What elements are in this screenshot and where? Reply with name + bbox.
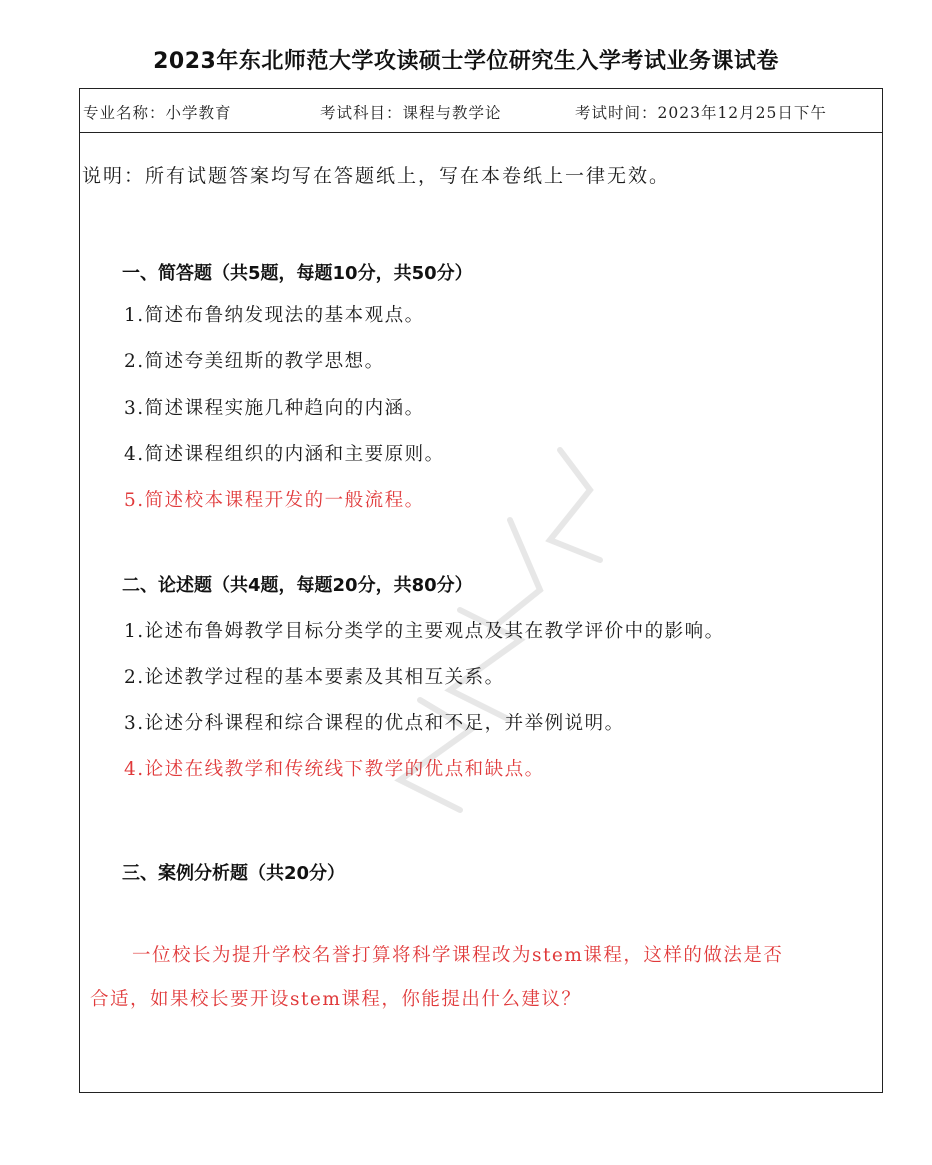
question-item-highlighted: 5.简述校本课程开发的一般流程。 bbox=[124, 490, 425, 511]
case-text-line-2: 合适，如果校长要开设stem课程，你能提出什么建议？ bbox=[90, 989, 582, 1010]
question-item: 4.简述课程组织的内涵和主要原则。 bbox=[124, 444, 445, 465]
exam-frame bbox=[79, 88, 883, 1093]
exam-title: 2023年东北师范大学攻读硕士学位研究生入学考试业务课试卷 bbox=[153, 49, 779, 74]
section-heading-essay: 二、论述题（共4题，每题20分，共80分） bbox=[122, 575, 473, 596]
section-heading-case-analysis: 三、案例分析题（共20分） bbox=[122, 863, 346, 884]
case-text-line-1: 一位校长为提升学校名誉打算将科学课程改为stem课程，这样的做法是否 bbox=[132, 945, 784, 966]
question-item: 2.简述夸美纽斯的教学思想。 bbox=[124, 351, 385, 372]
question-item: 3.简述课程实施几种趋向的内涵。 bbox=[124, 398, 425, 419]
question-item-highlighted: 4.论述在线教学和传统线下教学的优点和缺点。 bbox=[124, 759, 545, 780]
section-heading-short-answer: 一、简答题（共5题，每题10分，共50分） bbox=[122, 263, 473, 284]
exam-time: 考试时间：2023年12月25日下午 bbox=[575, 104, 827, 122]
question-item: 1.论述布鲁姆教学目标分类学的主要观点及其在教学评价中的影响。 bbox=[124, 621, 725, 642]
question-item: 3.论述分科课程和综合课程的优点和不足，并举例说明。 bbox=[124, 713, 625, 734]
major-name: 专业名称：小学教育 bbox=[83, 104, 232, 122]
question-item: 2.论述教学过程的基本要素及其相互关系。 bbox=[124, 667, 505, 688]
exam-info-row bbox=[80, 89, 882, 133]
exam-subject: 考试科目：课程与教学论 bbox=[320, 104, 502, 122]
exam-instructions: 说明：所有试题答案均写在答题纸上，写在本卷纸上一律无效。 bbox=[82, 165, 671, 187]
question-item: 1.简述布鲁纳发现法的基本观点。 bbox=[124, 305, 425, 326]
